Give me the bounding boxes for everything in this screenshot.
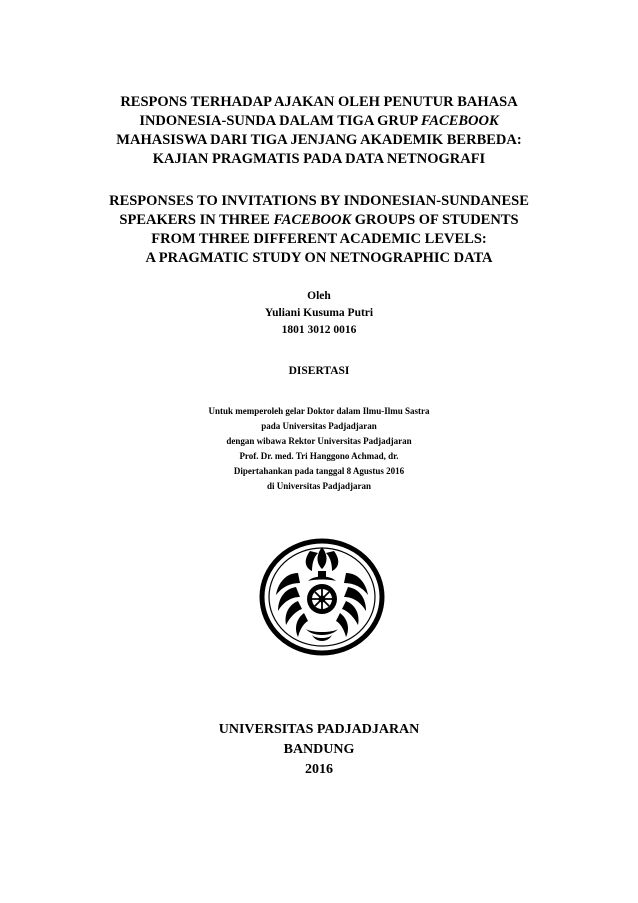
title-english [0, 192, 638, 268]
purpose-line-6: di Universitas Padjadjaran [266, 481, 371, 491]
title-en-line-2 [0, 211, 638, 230]
author-by: Oleh [307, 290, 331, 302]
title-indonesian [0, 93, 638, 169]
title-id-line-2-text: INDONESIA-SUNDA DALAM TIGA GRUP [139, 113, 422, 129]
purpose-line-3: dengan wibawa Rektor Universitas Padjadjaran [226, 436, 412, 446]
purpose-line-1: Untuk memperoleh gelar Doktor dalam Ilmu-Ilmu Sastra [208, 406, 430, 416]
title-id-line-3: MAHASISWA DARI TIGA JENJANG AKADEMIK BERBEDA: [116, 132, 522, 148]
title-en-line-1: RESPONSES TO INVITATIONS BY INDONESIAN-SUNDANESE [109, 193, 529, 209]
purpose-line-2: pada Universitas Padjadjaran [261, 421, 377, 431]
footer-university: UNIVERSITAS PADJADJARAN [218, 722, 420, 737]
footer-city: BANDUNG [283, 742, 355, 757]
author-block [0, 288, 638, 339]
title-id-line-1: RESPONS TERHADAP AJAKAN OLEH PENUTUR BAHASA [120, 94, 518, 110]
title-en-line-3: FROM THREE DIFFERENT ACADEMIC LEVELS: [151, 231, 487, 247]
purpose-line-5: Dipertahankan pada tanggal 8 Agustus 2016 [233, 466, 405, 476]
purpose-statement [0, 404, 638, 494]
author-id: 1801 3012 0016 [281, 324, 357, 336]
footer-block [0, 720, 638, 780]
title-en-line-2-end: GROUPS OF STUDENTS [351, 212, 519, 228]
title-en-line-4: A PRAGMATIC STUDY ON NETNOGRAPHIC DATA [145, 250, 493, 266]
document-type: DISERTASI [288, 365, 350, 377]
author-name: Yuliani Kusuma Putri [264, 307, 374, 319]
title-en-facebook: FACEBOOK [273, 212, 352, 228]
purpose-line-4: Prof. Dr. med. Tri Hanggono Achmad, dr. [239, 451, 399, 461]
footer-year: 2016 [305, 762, 333, 777]
title-id-line-4: KAJIAN PRAGMATIS PADA DATA NETNOGRAFI [152, 151, 486, 167]
university-emblem-icon [258, 537, 386, 657]
title-id-line-2 [0, 112, 638, 131]
title-id-facebook: FACEBOOK [421, 113, 499, 129]
title-en-line-2-start: SPEAKERS IN THREE [119, 212, 274, 228]
